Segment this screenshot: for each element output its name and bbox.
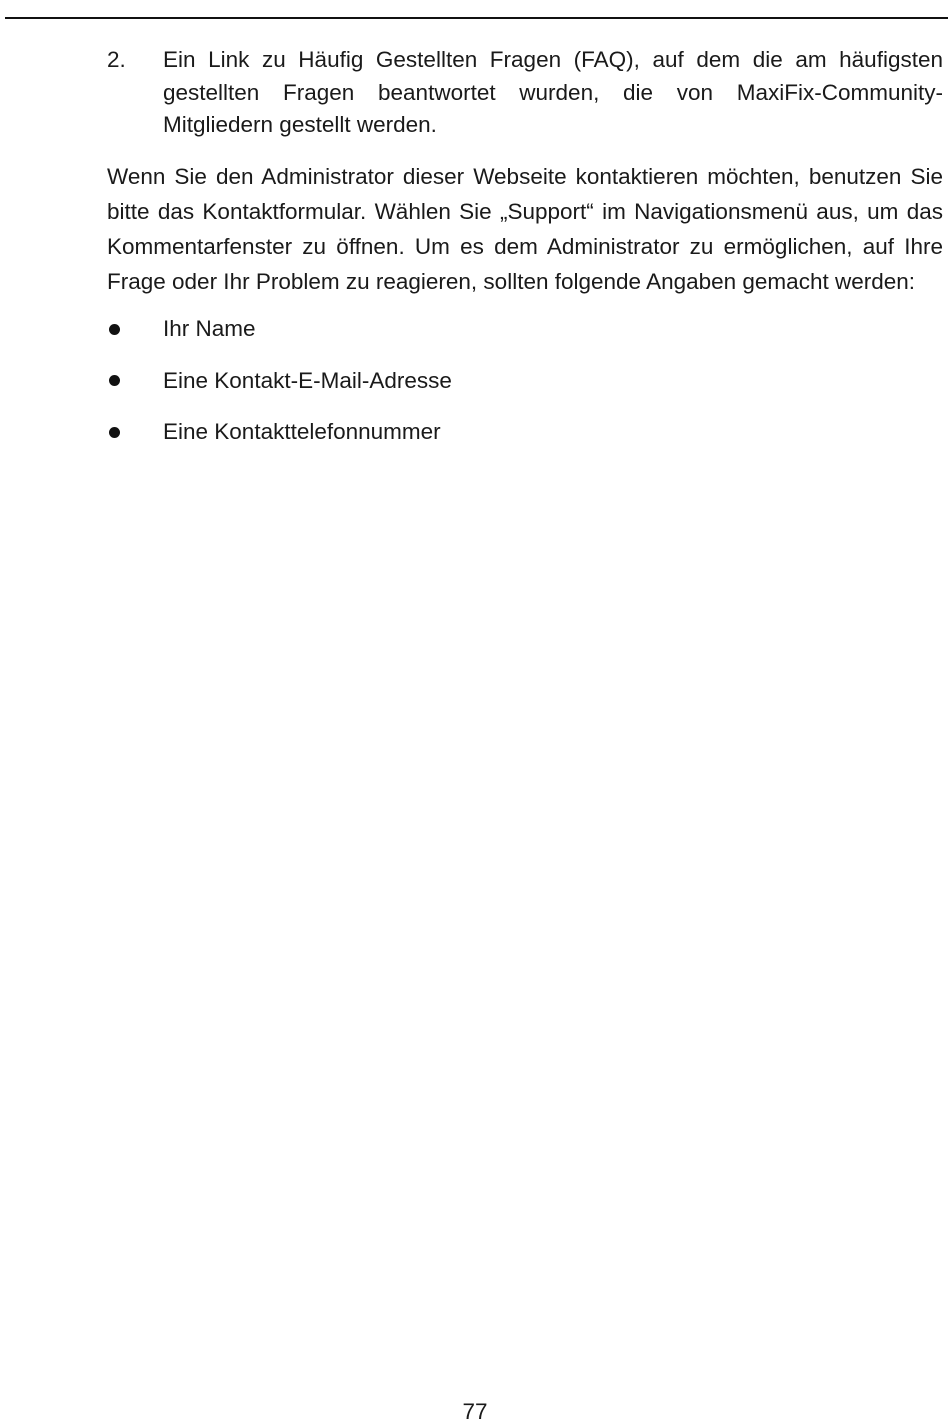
- bullet-icon: [107, 375, 163, 386]
- bullet-text: Eine Kontakttelefonnummer: [163, 419, 441, 445]
- bullet-text: Ihr Name: [163, 316, 256, 342]
- bullet-icon: [107, 324, 163, 335]
- header-rule: [5, 17, 948, 19]
- bullet-icon: [107, 427, 163, 438]
- bullet-list: [107, 312, 943, 449]
- list-item-text: Ein Link zu Häufig Gestellten Fragen (FAQ), auf dem die am häufigsten gestellten Fragen beantwortet wurden, die von MaxiFix-Community-Mitgliedern gestellt werden.: [163, 47, 943, 137]
- bullet-item: [107, 312, 943, 346]
- page-content: [107, 44, 943, 472]
- bullet-item: [107, 364, 943, 398]
- bullet-text: Eine Kontakt-E-Mail-Adresse: [163, 367, 452, 393]
- list-item-number: 2.: [107, 47, 126, 72]
- page-number: 77: [462, 1399, 488, 1424]
- body-paragraph: Wenn Sie den Administrator dieser Webseite kontaktieren möchten, benutzen Sie bitte das Kontaktformular. Wählen Sie „Support“ im Navigationsmenü aus, um das Kommentarfenster zu öffnen. Um es dem Administrator zu ermöglichen, auf Ihre Frage oder Ihr Problem zu reagieren, sollten folgende Angaben gemacht werden:: [107, 163, 943, 295]
- bullet-item: [107, 415, 943, 449]
- numbered-list-item: [107, 44, 943, 142]
